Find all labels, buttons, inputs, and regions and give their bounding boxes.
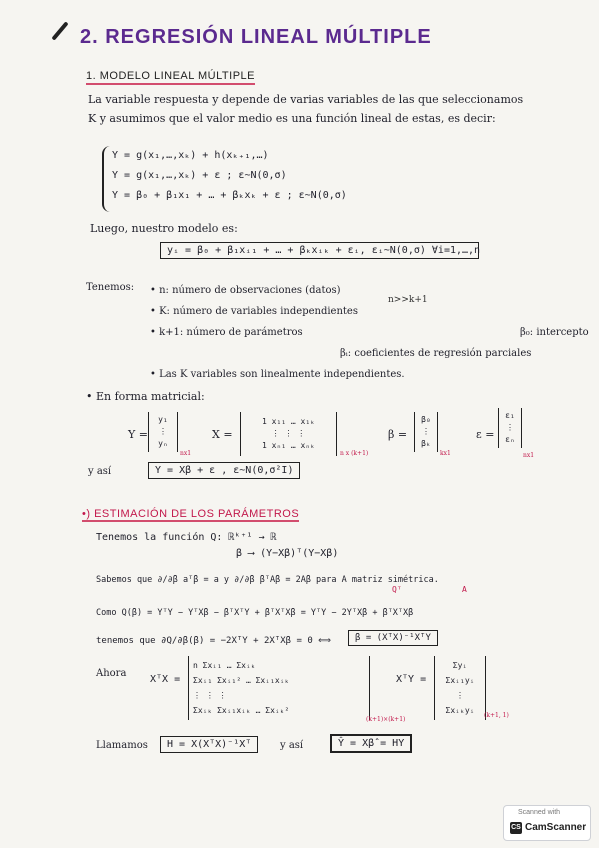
ahora-label: Ahora bbox=[96, 668, 127, 679]
beta-label: β = bbox=[388, 428, 408, 441]
annot-a: A bbox=[462, 585, 467, 594]
matrix-entry: ⋮ ⋮ ⋮ bbox=[193, 691, 227, 700]
matrix-entry: Σyᵢ bbox=[452, 661, 468, 670]
estimation-heading: •) ESTIMACIÓN DE LOS PARÁMETROS bbox=[82, 508, 300, 520]
list-item: βᵢ: coeficientes de regresión parciales bbox=[340, 348, 532, 359]
list-item: • Las K variables son linealmente independientes. bbox=[150, 369, 405, 380]
matrix-entry: ⋮ ⋮ ⋮ bbox=[271, 429, 306, 438]
matrix-entry: Σxᵢ₁ Σxᵢ₁² … Σxᵢ₁xᵢₖ bbox=[193, 676, 290, 685]
matrix-entry: εₙ bbox=[505, 435, 515, 444]
eps-dim: nx1 bbox=[523, 452, 535, 459]
matrix-model-eq: Y = Xβ + ε , ε~N(0,σ²I) bbox=[148, 462, 300, 479]
camscanner-brand: CamScanner bbox=[525, 822, 587, 833]
matrix-entry: n Σxᵢ₁ … Σxᵢₖ bbox=[193, 661, 256, 670]
xtx-label: XᵀX = bbox=[150, 674, 181, 685]
matrix-entry: βₖ bbox=[421, 439, 431, 448]
list-item: • n: número de observaciones (datos) bbox=[150, 285, 341, 296]
y-label: Y = bbox=[128, 428, 148, 441]
system-line: Y = g(x₁,…,xₖ) + h(xₖ₊₁,…) bbox=[112, 150, 269, 161]
llamamos-label: Llamamos bbox=[96, 740, 148, 751]
eps-matrix bbox=[498, 408, 522, 448]
section-heading: 1. MODELO LINEAL MÚLTIPLE bbox=[86, 70, 255, 85]
function-def: Tenemos la función Q: ℝᵏ⁺¹ → ℝ bbox=[96, 532, 277, 543]
tenemos-label: Tenemos: bbox=[86, 282, 135, 293]
intro-paragraph: La variable respuesta y depende de varias variables de las que seleccionamos K y asumimos que el valor medio es una función lineal de estas, es decir: bbox=[88, 93, 524, 125]
annot-q: Qᵀ bbox=[392, 585, 402, 594]
system-line: Y = β₀ + β₁x₁ + … + βₖxₖ + ε ; ε~N(0,σ) bbox=[112, 190, 347, 201]
camscanner-watermark bbox=[503, 805, 591, 841]
equation-system bbox=[102, 146, 442, 212]
matrix-entry: β₀ bbox=[421, 415, 431, 424]
matrix-entry: 1 xₙ₁ … xₙₖ bbox=[262, 441, 315, 450]
xtx-matrix bbox=[188, 656, 370, 720]
hat-matrix-eq: H = X(XᵀX)⁻¹Xᵀ bbox=[160, 736, 258, 753]
definition-list bbox=[150, 280, 589, 385]
derivative-rule: Sabemos que ∂/∂β aᵀβ = a y ∂/∂β βᵀAβ = 2Aβ para A matriz simétrica. bbox=[96, 575, 439, 585]
luego-label: Luego, nuestro modelo es: bbox=[90, 222, 238, 235]
matrix-entry: ε₁ bbox=[505, 411, 515, 420]
system-line: Y = g(x₁,…,xₖ) + ε ; ε~N(0,σ) bbox=[112, 170, 287, 181]
matrix-entry: 1 x₁₁ … x₁ₖ bbox=[262, 417, 315, 426]
matrix-entry: ⋮ bbox=[456, 691, 464, 700]
list-item: • K: número de variables independientes bbox=[150, 306, 358, 317]
matrix-entry: ⋮ bbox=[506, 423, 514, 432]
scanned-with-text: Scanned with bbox=[518, 809, 561, 816]
gradient-eq: tenemos que ∂Q/∂β(β) = −2XᵀY + 2XᵀXβ = 0 ⟺ bbox=[96, 636, 332, 646]
xty-matrix bbox=[434, 656, 486, 720]
yhat-eq: Ŷ = Xβ̂ = HY bbox=[330, 734, 412, 753]
asi-label: y así bbox=[88, 466, 112, 477]
x-dim: n x (k+1) bbox=[340, 450, 369, 457]
beta-hat-eq: β = (XᵀX)⁻¹XᵀY bbox=[348, 630, 438, 646]
eps-label: ε = bbox=[476, 428, 495, 441]
function-map: β ⟶ (Y−Xβ)ᵀ(Y−Xβ) bbox=[236, 548, 339, 559]
beta-matrix bbox=[414, 412, 438, 452]
model-equation: yᵢ = β₀ + β₁xᵢ₁ + … + βₖxᵢₖ + εᵢ, εᵢ~N(0,σ) ∀i=1,…,n bbox=[160, 242, 479, 259]
matrix-entry: y₁ bbox=[158, 415, 168, 424]
camscanner-logo-icon: CS bbox=[510, 822, 522, 834]
matricial-label: • En forma matricial: bbox=[86, 390, 205, 403]
xty-dim: (k+1, 1) bbox=[484, 712, 509, 719]
xtx-dim: (k+1)×(k+1) bbox=[366, 716, 406, 723]
y-asi-label: y así bbox=[280, 740, 304, 751]
pen-stroke bbox=[51, 21, 68, 40]
matrix-entry: yₙ bbox=[158, 439, 168, 448]
x-matrix bbox=[240, 412, 337, 456]
list-item: • k+1: número de parámetros bbox=[150, 327, 303, 338]
xty-label: XᵀY = bbox=[396, 674, 427, 685]
page-title: 2. REGRESIÓN LINEAL MÚLTIPLE bbox=[80, 26, 432, 48]
list-item: β₀: intercepto bbox=[520, 327, 589, 338]
matrix-entry: ⋮ bbox=[159, 427, 167, 436]
y-dim: nx1 bbox=[180, 450, 192, 457]
matrix-entry: Σxᵢₖ Σxᵢ₁xᵢₖ … Σxᵢₖ² bbox=[193, 706, 290, 715]
q-expansion: Como Q(β) = YᵀY − YᵀXβ − βᵀXᵀY + βᵀXᵀXβ = YᵀY − 2YᵀXβ + βᵀXᵀXβ bbox=[96, 608, 414, 618]
beta-dim: kx1 bbox=[440, 450, 451, 457]
x-label: X = bbox=[212, 428, 233, 441]
matrix-entry: ⋮ bbox=[422, 427, 430, 436]
matrix-entry: Σxᵢₖyᵢ bbox=[445, 706, 475, 715]
y-matrix bbox=[148, 412, 178, 452]
matrix-entry: Σxᵢ₁yᵢ bbox=[445, 676, 475, 685]
n-note: n>>k+1 bbox=[388, 295, 428, 305]
